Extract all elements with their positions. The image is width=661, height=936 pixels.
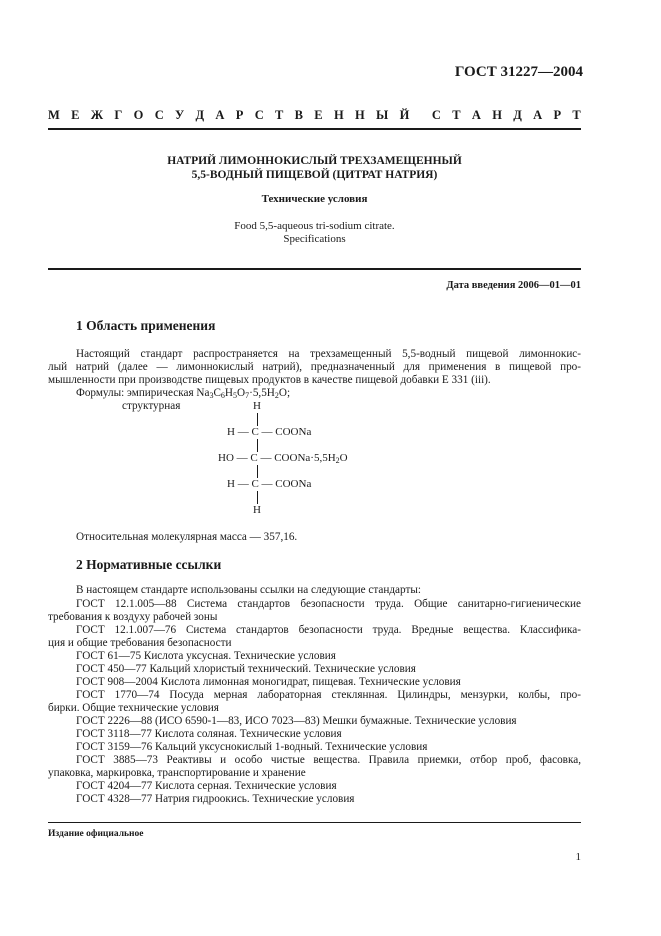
reference-item: ГОСТ 3885—73 Реактивы и особо чистые вещества. Правила приемки, отбор проб, фасовка, <box>76 754 581 766</box>
banner-letter: М <box>48 108 60 122</box>
section-1-para-line-1: Настоящий стандарт распространяется на трехзамещенный 5,5-водный пищевой лимоннокис- <box>76 348 581 360</box>
reference-item-continuation: бирки. Общие технические условия <box>48 702 219 714</box>
structure-bottom-h: H <box>253 504 261 516</box>
reference-item: ГОСТ 2226—88 (ИСО 6590-1—83, ИСО 7023—83) Мешки бумажные. Технические условия <box>76 715 517 727</box>
banner-letter: У <box>175 108 185 122</box>
banner-letter: Н <box>333 108 344 122</box>
footer-rule <box>48 822 581 823</box>
banner-letter: В <box>294 108 303 122</box>
reference-item: ГОСТ 12.1.005—88 Система стандартов безопасности труда. Общие санитарно-гигиенические <box>76 598 581 610</box>
introduction-date: Дата введения 2006—01—01 <box>446 280 581 291</box>
reference-item: ГОСТ 12.1.007—76 Система стандартов безопасности труда. Вредные вещества. Классифика- <box>76 624 581 636</box>
banner-letter: О <box>133 108 144 122</box>
banner-letter: Ж <box>90 108 104 122</box>
title-line-2: 5,5-ВОДНЫЙ ПИЩЕВОЙ (ЦИТРАТ НАТРИЯ) <box>191 169 438 181</box>
subtitle: Технические условия <box>261 193 368 205</box>
structure-top-h: H <box>253 400 261 412</box>
reference-item: ГОСТ 3159—76 Кальций уксуснокислый 1-водный. Технические условия <box>76 741 428 753</box>
structure-row-1: H — C — COONa <box>227 426 312 438</box>
banner-letter: Д <box>195 108 205 122</box>
formula-empirical: $Na_3C_6H_5O_7\cdot 5,5H_2O$; <box>196 387 291 400</box>
title-line-1: НАТРИЙ ЛИМОННОКИСЛЫЙ ТРЕХЗАМЕЩЕННЫЙ <box>167 155 462 167</box>
section-1-para-line-2: лый натрий (далее — лимоннокислый натрий), предназначенный для применения в пищевой про- <box>48 361 581 373</box>
reference-item-continuation: ция и общие требования безопасности <box>48 637 232 649</box>
section-1-para-line-3: мышленности при производстве пищевых продуктов в качестве пищевой добавки Е 331 (iii). <box>48 374 491 386</box>
banner-letter: А <box>215 108 225 122</box>
banner-letter: Т <box>572 108 581 122</box>
banner-letter: Г <box>114 108 123 122</box>
banner-letter: Ы <box>376 108 389 122</box>
banner-letter: С <box>254 108 264 122</box>
reference-item: ГОСТ 450—77 Кальций хлористый технический. Технические условия <box>76 663 416 675</box>
english-title-line-1: Food 5,5-aqueous tri-sodium citrate. <box>234 220 395 232</box>
banner-letter: С <box>154 108 164 122</box>
reference-item: ГОСТ 61—75 Кислота уксусная. Технические условия <box>76 650 336 662</box>
banner-letter: Й <box>399 108 410 122</box>
banner-letter: Р <box>235 108 244 122</box>
title-rule <box>48 268 581 270</box>
banner-letter: С <box>431 108 441 122</box>
banner-letter: Н <box>354 108 365 122</box>
section-2-intro: В настоящем стандарте использованы ссылки на следующие стандарты: <box>76 584 421 596</box>
formula-label: Формулы: эмпирическая <box>76 387 194 399</box>
reference-item-continuation: упаковка, маркировка, транспортирование и хранение <box>48 767 306 779</box>
banner-letter: Е <box>71 108 80 122</box>
banner-letter: А <box>471 108 481 122</box>
banner-letter: Р <box>553 108 562 122</box>
molar-mass: Относительная молекулярная масса — 357,16. <box>76 531 298 543</box>
section-2-heading: 2 Нормативные ссылки <box>76 557 222 572</box>
bond-vertical-4 <box>257 491 258 504</box>
banner-letter: Т <box>452 108 461 122</box>
reference-item-continuation: требования к воздуху рабочей зоны <box>48 611 218 623</box>
reference-item: ГОСТ 4328—77 Натрия гидроокись. Технические условия <box>76 793 355 805</box>
banner-letter: А <box>533 108 543 122</box>
interstate-standard-banner <box>48 108 581 123</box>
gost-code: ГОСТ 31227—2004 <box>454 64 583 80</box>
page-number: 1 <box>575 851 581 863</box>
edition-note: Издание официальное <box>48 829 144 839</box>
banner-letter: Е <box>314 108 323 122</box>
reference-item: ГОСТ 4204—77 Кислота серная. Технические условия <box>76 780 337 792</box>
structure-row-3: H — C — COONa <box>227 478 312 490</box>
structure-row-2: HO — C — $COONa\cdot 5,5H_2O$ <box>218 452 348 465</box>
bond-vertical-3 <box>257 465 258 478</box>
reference-item: ГОСТ 3118—77 Кислота соляная. Технические условия <box>76 728 342 740</box>
banner-letter: Д <box>513 108 522 122</box>
reference-item: ГОСТ 908—2004 Кислота лимонная моногидрат, пищевая. Технические условия <box>76 676 461 688</box>
formula-empirical-row <box>76 387 290 400</box>
bond-vertical-1 <box>257 413 258 426</box>
section-1-heading: 1 Область применения <box>76 318 216 333</box>
english-title-line-2: Specifications <box>283 233 346 245</box>
header-rule <box>48 128 581 130</box>
structural-label: структурная <box>122 400 181 412</box>
reference-item: ГОСТ 1770—74 Посуда мерная лабораторная стеклянная. Цилиндры, мензурки, колбы, про- <box>76 689 581 701</box>
banner-letter: Т <box>275 108 284 122</box>
banner-letter: Н <box>492 108 502 122</box>
bond-vertical-2 <box>257 439 258 452</box>
